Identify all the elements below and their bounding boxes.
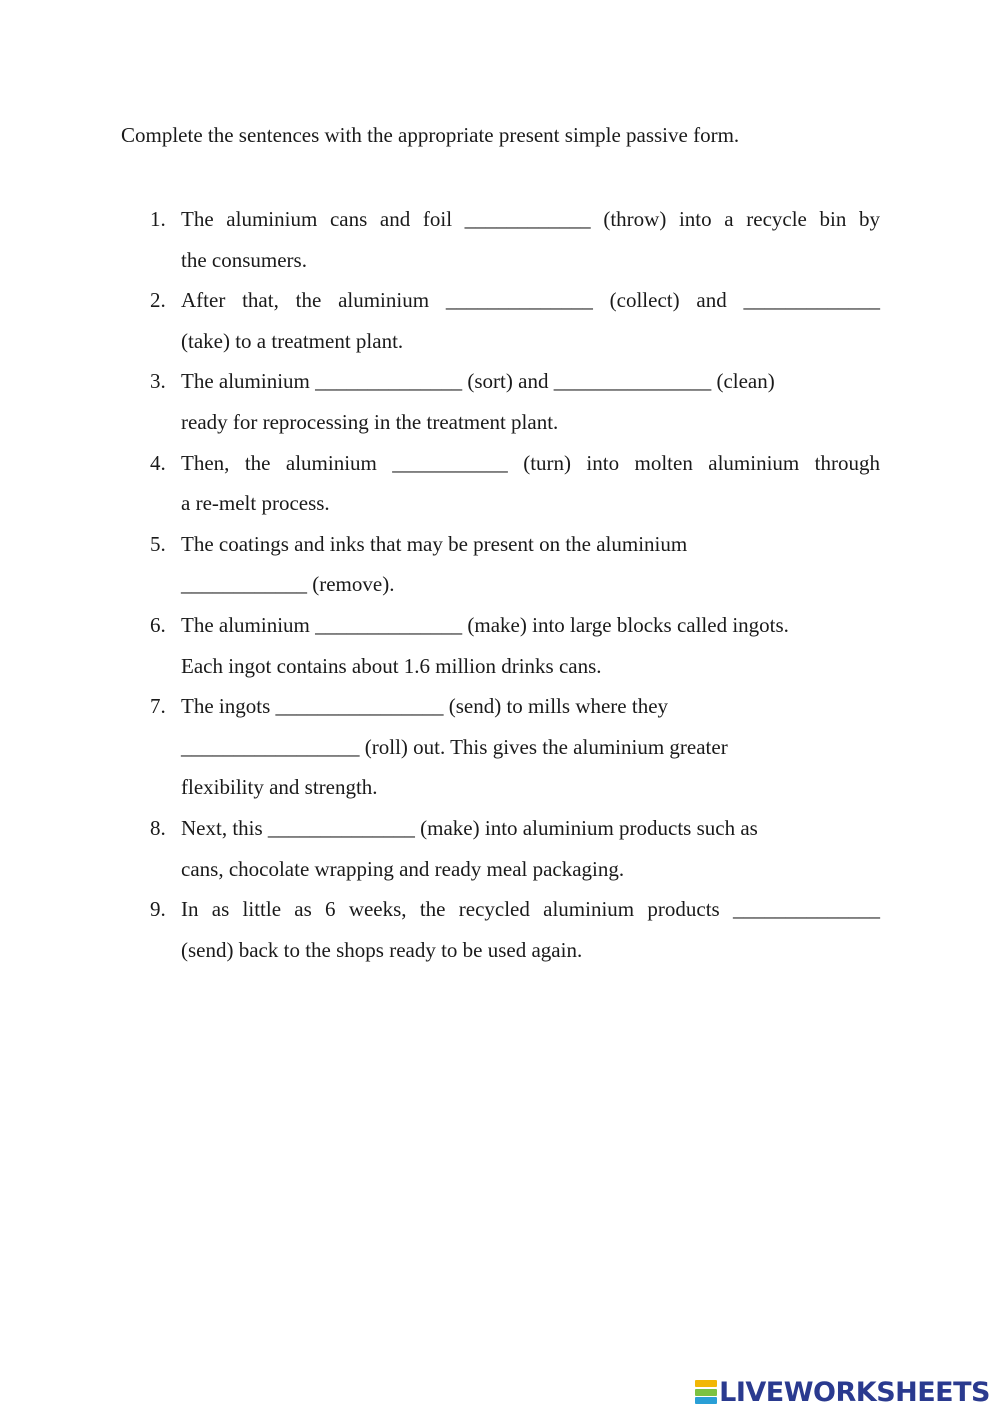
exercise-item-6 bbox=[150, 605, 880, 686]
exercise-item-7 bbox=[150, 686, 880, 808]
logo-mark-bar-yellow bbox=[695, 1380, 717, 1387]
exercise-list bbox=[150, 199, 880, 970]
item-line: a re-melt process. bbox=[181, 491, 330, 516]
item-line: The aluminium cans and foil ____________ (throw) into a recycle bin by bbox=[181, 207, 880, 231]
exercise-item-4 bbox=[150, 443, 880, 524]
exercise-item-3 bbox=[150, 361, 880, 442]
item-number: 4. bbox=[150, 450, 166, 475]
item-line: (take) to a treatment plant. bbox=[181, 328, 404, 353]
item-line: _________________ (roll) out. This gives the aluminium greater bbox=[181, 734, 728, 759]
item-number: 3. bbox=[150, 369, 166, 394]
item-line: (send) back to the shops ready to be used again. bbox=[181, 937, 583, 962]
item-number: 1. bbox=[150, 207, 166, 231]
item-line: Each ingot contains about 1.6 million drinks cans. bbox=[181, 653, 602, 678]
exercise-item-5 bbox=[150, 524, 880, 605]
logo-text: LIVEWORKSHEETS bbox=[719, 1376, 990, 1408]
item-line: ready for reprocessing in the treatment plant. bbox=[181, 409, 559, 434]
exercise-item-1 bbox=[150, 199, 880, 280]
instruction-text: Complete the sentences with the appropriate present simple passive form. bbox=[121, 123, 740, 147]
item-number: 7. bbox=[150, 694, 166, 719]
exercise-item-9 bbox=[150, 889, 880, 970]
item-line: Then, the aluminium ___________ (turn) into molten aluminium through bbox=[181, 450, 880, 475]
item-line: ____________ (remove). bbox=[181, 572, 395, 597]
item-line: cans, chocolate wrapping and ready meal packaging. bbox=[181, 856, 625, 881]
logo-mark-icon bbox=[695, 1380, 717, 1404]
item-number: 2. bbox=[150, 288, 166, 313]
item-line: The coatings and inks that may be present on the aluminium bbox=[181, 531, 688, 556]
item-number: 9. bbox=[150, 897, 166, 922]
liveworksheets-logo bbox=[695, 1377, 990, 1407]
item-number: 8. bbox=[150, 815, 166, 840]
item-line: The aluminium ______________ (sort) and _______________ (clean) bbox=[181, 369, 775, 394]
item-line: The aluminium ______________ (make) into large blocks called ingots. bbox=[181, 612, 789, 637]
item-line: the consumers. bbox=[181, 247, 307, 272]
item-number: 6. bbox=[150, 612, 166, 637]
exercise-item-2 bbox=[150, 280, 880, 361]
exercise-item-8 bbox=[150, 808, 880, 889]
item-line: flexibility and strength. bbox=[181, 775, 378, 800]
item-line: Next, this ______________ (make) into aluminium products such as bbox=[181, 815, 758, 840]
item-line: In as little as 6 weeks, the recycled aluminium products ______________ bbox=[181, 897, 880, 922]
logo-mark-bar-blue bbox=[695, 1397, 717, 1404]
logo-mark-bar-green bbox=[695, 1389, 717, 1396]
item-line: The ingots ________________ (send) to mills where they bbox=[181, 694, 669, 719]
item-line: After that, the aluminium ______________ (collect) and _____________ bbox=[181, 288, 880, 313]
item-number: 5. bbox=[150, 531, 166, 556]
